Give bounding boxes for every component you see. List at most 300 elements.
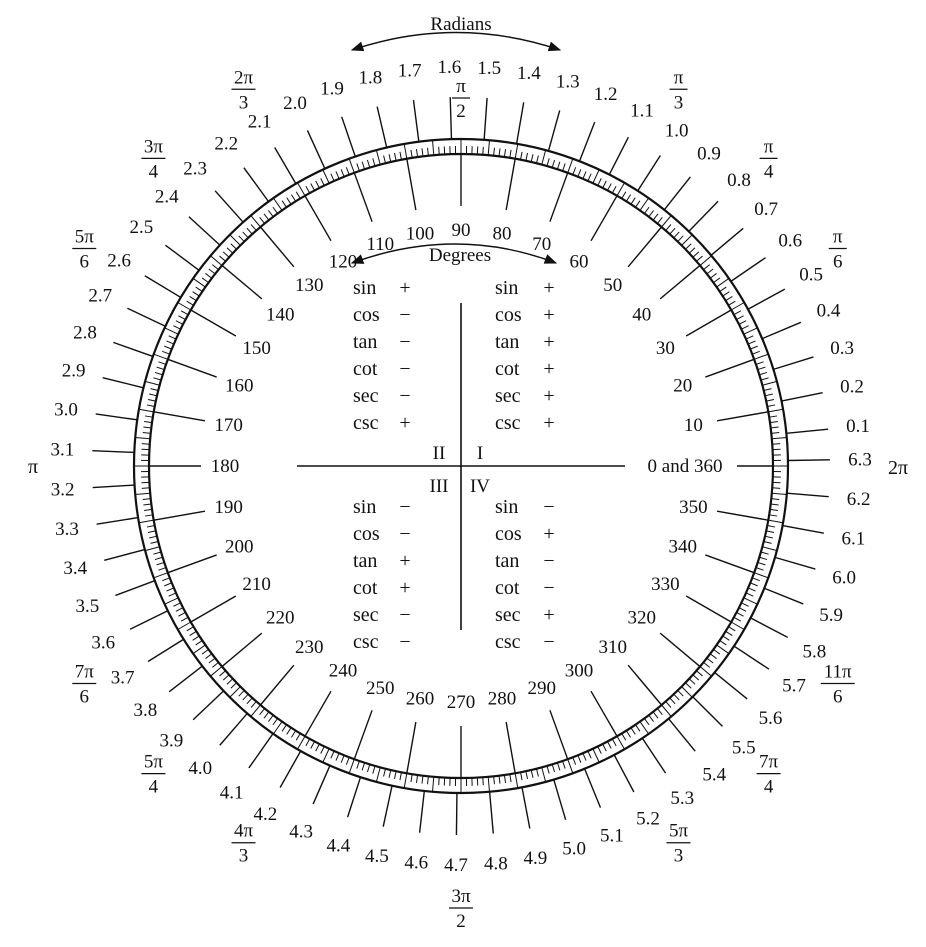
degree-label: 310 [598, 636, 627, 658]
degree-label: 180 [210, 456, 240, 477]
pi-label: π [27, 456, 39, 478]
radian-label: 3.3 [55, 518, 79, 540]
special-angle-numerator: 7π [759, 751, 779, 773]
degree-label: 80 [492, 223, 512, 245]
radian-line [115, 581, 154, 596]
radian-line [456, 793, 457, 835]
radian-label: 0.8 [727, 169, 751, 191]
degree-tick [149, 394, 157, 396]
degree-tick [726, 296, 733, 300]
degree-tick [622, 733, 626, 740]
degree-tick [626, 195, 630, 202]
sign-tables [353, 277, 555, 653]
radian-label: 5.2 [636, 808, 660, 830]
function-sign: − [399, 385, 411, 407]
degree-tick [144, 509, 152, 510]
radian-line [614, 755, 634, 792]
degree-line [550, 710, 568, 759]
radian-line [775, 557, 815, 569]
radian-line [748, 289, 785, 309]
degree-tick [145, 547, 159, 551]
radian-label: 1.2 [593, 84, 618, 106]
degree-tick [416, 775, 417, 783]
degree-tick [717, 278, 729, 287]
function-name: csc [495, 412, 521, 434]
degree-tick [707, 658, 713, 663]
degree-tick [135, 493, 150, 494]
degree-tick [190, 296, 197, 300]
degree-tick [666, 224, 671, 230]
radian-line [145, 276, 181, 298]
radian-label: 1.6 [437, 57, 462, 79]
radian-label: 3.2 [50, 479, 75, 501]
degree-tick [635, 201, 639, 208]
degree-tick [752, 578, 759, 581]
radian-label: 4.3 [289, 821, 313, 843]
radian-line [275, 147, 296, 183]
degree-tick [750, 583, 757, 586]
special-angle [821, 662, 855, 708]
special-angle [667, 821, 691, 867]
special-angle-denominator: 3 [238, 845, 249, 867]
radian-label: 4.4 [326, 835, 351, 857]
radian-line [579, 122, 594, 161]
degree-tick [557, 162, 559, 170]
degree-line [550, 173, 568, 222]
radian-label: 6.2 [846, 489, 871, 511]
radian-line [220, 713, 247, 745]
radian-line [609, 137, 628, 174]
radian-line [113, 342, 153, 356]
degree-tick [181, 617, 188, 621]
degree-tick [631, 728, 635, 735]
degree-label: 250 [366, 677, 395, 699]
degree-tick [542, 767, 546, 781]
radian-label: 5.7 [782, 675, 806, 697]
degree-label: 200 [224, 536, 254, 558]
radian-line [585, 769, 601, 808]
special-angle-denominator: 6 [832, 251, 843, 273]
function-sign: − [399, 631, 411, 653]
degree-line [260, 227, 293, 267]
degree-label: 270 [446, 692, 476, 713]
degree-tick [726, 631, 733, 635]
degree-tick [767, 405, 775, 407]
degree-tick [746, 593, 753, 596]
degree-tick [428, 148, 429, 156]
degree-tick [202, 278, 208, 283]
radian-label: 0.2 [840, 376, 864, 398]
degree-tick [428, 776, 429, 784]
degree-tick [154, 573, 168, 578]
degree-line [260, 665, 293, 705]
degree-tick [231, 244, 237, 250]
degree-tick [153, 552, 161, 554]
degree-tick [710, 273, 716, 278]
radian-label: 1.0 [664, 120, 689, 142]
special-angle-numerator: 5π [143, 751, 163, 773]
function-name: sin [495, 277, 519, 299]
degree-tick [143, 499, 151, 500]
degree-tick [162, 351, 169, 354]
degree-tick [741, 603, 748, 607]
special-angle-numerator: 11π [823, 661, 852, 683]
radian-line [711, 228, 743, 255]
degree-tick [504, 775, 505, 783]
degree-line [686, 310, 731, 336]
special-angle [757, 752, 781, 798]
degree-tick [769, 515, 777, 516]
function-sign: − [399, 358, 411, 380]
degree-label: 140 [265, 304, 295, 326]
degree-tick [542, 150, 546, 164]
degree-label: 260 [405, 688, 435, 710]
function-sign: − [543, 631, 555, 653]
degree-tick [762, 547, 776, 551]
degree-tick [483, 147, 484, 155]
degree-tick [748, 341, 755, 344]
degree-tick [212, 265, 218, 270]
function-sign: + [543, 523, 555, 545]
degree-tick [162, 578, 169, 581]
degree-tick [157, 562, 165, 564]
special-angle-denominator: 4 [148, 776, 159, 798]
special-angle-denominator: 3 [673, 92, 684, 114]
function-name: cos [353, 523, 380, 545]
degree-tick [631, 198, 635, 205]
function-name: cot [353, 358, 378, 380]
degree-tick [626, 731, 630, 738]
degree-tick [771, 433, 779, 434]
special-angle-denominator: 6 [79, 251, 90, 273]
radian-label: 3.4 [63, 557, 88, 579]
degree-tick [376, 767, 380, 781]
degree-tick [766, 531, 774, 533]
radian-line [348, 777, 361, 817]
degree-tick [169, 593, 176, 596]
degree-line [506, 159, 515, 210]
degree-tick [346, 167, 349, 174]
degree-tick [196, 640, 203, 644]
degree-tick [142, 444, 150, 445]
degree-tick [772, 444, 780, 445]
degree-tick [400, 152, 402, 160]
degree-tick [685, 244, 691, 250]
degree-tick [373, 158, 375, 166]
special-angle [452, 76, 470, 122]
degree-tick [264, 712, 269, 718]
degree-tick [147, 526, 155, 528]
degree-tick [389, 770, 391, 778]
degree-tick [139, 520, 154, 523]
degree-tick [617, 183, 625, 196]
degree-tick [143, 427, 151, 428]
degree-tick [135, 438, 150, 439]
radian-label: 1.5 [477, 57, 502, 79]
degree-tick [151, 389, 159, 391]
function-sign: − [399, 604, 411, 626]
degree-tick [736, 612, 743, 616]
degree-tick [693, 675, 699, 680]
degree-line [305, 691, 331, 736]
function-sign: − [543, 577, 555, 599]
degree-tick [772, 488, 780, 489]
function-name: sin [353, 277, 377, 299]
degree-tick [678, 236, 684, 242]
degree-tick [536, 769, 538, 777]
degree-tick [766, 399, 774, 401]
degree-tick [243, 232, 248, 238]
degree-tick [772, 493, 787, 494]
degree-tick [731, 303, 744, 311]
radian-line [169, 666, 202, 692]
degree-tick [770, 421, 778, 422]
radian-label: 4.5 [365, 846, 389, 868]
degree-tick [670, 228, 675, 234]
degree-label: 230 [295, 636, 324, 658]
degree-tick [411, 150, 412, 158]
degree-tick [331, 174, 334, 181]
radian-label: 3.0 [54, 399, 78, 421]
degree-tick [765, 394, 773, 396]
radian-label: 1.4 [516, 62, 541, 84]
degree-tick [376, 150, 380, 164]
function-name: tan [495, 331, 520, 353]
degree-tick [612, 739, 616, 746]
degree-tick [243, 694, 248, 700]
radian-label: 2.0 [283, 93, 307, 115]
degree-tick [149, 536, 157, 538]
degree-tick [720, 640, 727, 644]
quadrant-label-iv: IV [469, 476, 491, 497]
function-sign: + [543, 277, 555, 299]
radian-label: 5.9 [819, 605, 843, 627]
degree-tick [336, 753, 339, 760]
degree-tick [296, 733, 300, 740]
function-sign: − [399, 331, 411, 353]
radian-line [669, 719, 696, 751]
special-angle-denominator: 2 [456, 101, 466, 122]
function-name: cos [353, 304, 380, 326]
degree-tick [349, 759, 354, 773]
degree-tick [573, 167, 576, 174]
sign-table-quadrant-ii [353, 277, 411, 434]
degree-tick [653, 214, 658, 220]
degree-tick [321, 746, 325, 753]
radian-label: 3.8 [133, 700, 158, 722]
degree-tick [416, 149, 417, 157]
degree-line [354, 173, 372, 222]
radian-line [773, 357, 813, 369]
special-angle-numerator: 4π [233, 820, 254, 842]
degree-tick [298, 183, 306, 196]
radians-arrow [352, 33, 560, 51]
radian-label: 2.5 [129, 217, 154, 239]
degree-tick [173, 603, 180, 607]
degree-label: 10 [683, 415, 703, 437]
degree-tick [362, 162, 364, 170]
radian-line [783, 526, 824, 534]
radian-line [313, 766, 330, 804]
degree-tick [563, 761, 566, 769]
degree-tick [754, 573, 768, 578]
degree-tick [723, 636, 730, 640]
degree-tick [165, 598, 179, 604]
radian-line [490, 792, 494, 834]
degree-label: 170 [214, 415, 243, 437]
degree-tick [547, 158, 549, 166]
degree-tick [148, 531, 156, 533]
degree-tick [227, 248, 233, 253]
degree-tick [756, 362, 764, 365]
degree-tick [674, 232, 679, 238]
function-sign: + [543, 604, 555, 626]
degree-line [407, 722, 416, 773]
degree-label: 240 [328, 660, 358, 682]
degree-tick [759, 557, 767, 559]
degree-tick [193, 636, 200, 640]
degree-tick [720, 287, 727, 291]
degree-tick [488, 140, 489, 155]
degree-label: 320 [627, 607, 657, 629]
function-name: cot [495, 577, 520, 599]
radian-label: 4.1 [219, 782, 244, 804]
degree-tick [196, 287, 203, 291]
degree-tick [153, 378, 161, 380]
degree-label-zero: 0 and 360 [647, 456, 723, 477]
radian-label: 1.8 [358, 67, 383, 89]
degree-tick [728, 301, 735, 305]
radian-label: 6.0 [832, 567, 856, 589]
radian-line [420, 791, 425, 833]
degree-tick [696, 256, 702, 261]
radian-line [548, 110, 559, 150]
radian-line [103, 378, 144, 388]
degree-tick [754, 354, 768, 359]
degree-tick [653, 712, 658, 718]
degree-tick [769, 416, 777, 417]
radian-line [642, 738, 665, 773]
degree-tick [666, 701, 671, 707]
degree-tick [499, 776, 500, 784]
degree-tick [603, 744, 607, 751]
radian-line [165, 245, 199, 270]
degree-tick [759, 372, 767, 374]
degree-tick [526, 771, 528, 779]
degree-tick [768, 520, 783, 523]
degree-tick [734, 617, 741, 621]
degree-tick [166, 588, 173, 591]
degree-tick [488, 777, 489, 792]
degree-tick [552, 764, 554, 772]
degrees-title: Degrees [428, 245, 492, 266]
degree-tick [758, 562, 766, 564]
degree-tick [346, 757, 349, 764]
degree-tick [219, 256, 225, 261]
special-angle-denominator: 6 [79, 686, 90, 708]
degree-tick [282, 201, 286, 208]
radian-label: 1.9 [320, 78, 344, 100]
degree-tick [521, 152, 523, 160]
degree-tick [557, 763, 559, 771]
radian-line [127, 308, 165, 326]
degree-tick [349, 159, 354, 173]
radian-label: 0.6 [778, 230, 803, 252]
degree-tick [644, 718, 649, 724]
degree-tick [739, 321, 746, 325]
degree-tick [771, 499, 779, 500]
special-angle [141, 136, 165, 182]
degree-tick [764, 389, 772, 391]
degree-label: 50 [603, 275, 623, 297]
degree-tick [736, 316, 743, 320]
radian-line [130, 611, 168, 630]
function-sign: − [399, 523, 411, 545]
degree-tick [260, 708, 265, 714]
degree-tick [145, 381, 159, 385]
degree-tick [433, 777, 434, 792]
degree-tick [367, 764, 369, 772]
degree-tick [190, 631, 197, 635]
degree-tick [223, 252, 229, 257]
radian-label: 3.1 [50, 439, 75, 461]
sign-table-quadrant-iii [353, 496, 411, 653]
degree-line [660, 265, 700, 298]
function-name: tan [353, 331, 378, 353]
degree-tick [296, 192, 300, 199]
function-sign: + [399, 412, 411, 434]
degree-tick [373, 766, 375, 774]
degree-tick [504, 149, 505, 157]
radian-line [762, 322, 801, 338]
degree-tick [155, 372, 163, 374]
degree-tick [164, 346, 171, 349]
degree-tick [758, 367, 766, 369]
degree-label: 220 [265, 607, 295, 629]
degree-tick [273, 722, 282, 734]
radian-line [693, 697, 723, 727]
function-name: cot [353, 577, 378, 599]
degree-label: 350 [679, 496, 708, 518]
degree-line [506, 722, 515, 773]
radian-label: 4.2 [253, 803, 278, 825]
degree-tick [640, 198, 649, 210]
degree-tick [510, 150, 511, 158]
radian-line [788, 460, 830, 461]
degree-tick [771, 504, 779, 505]
degree-tick [547, 766, 549, 774]
radian-label: 4.0 [188, 757, 213, 779]
degree-tick [227, 679, 233, 684]
degree-tick [607, 183, 611, 190]
radian-line [92, 451, 134, 453]
degree-tick [231, 683, 237, 689]
special-angle [72, 662, 96, 708]
degree-tick [734, 311, 741, 315]
radian-line [517, 102, 524, 143]
function-name: tan [353, 550, 378, 572]
radian-line [715, 672, 748, 699]
function-name: cot [495, 358, 520, 380]
degree-tick [649, 210, 654, 216]
degree-tick [384, 769, 386, 777]
degree-tick [205, 654, 211, 659]
radian-label: 0.3 [830, 338, 855, 360]
degree-tick [178, 303, 191, 311]
degree-tick [357, 761, 360, 769]
degree-tick [193, 645, 205, 654]
degree-tick [693, 252, 699, 257]
